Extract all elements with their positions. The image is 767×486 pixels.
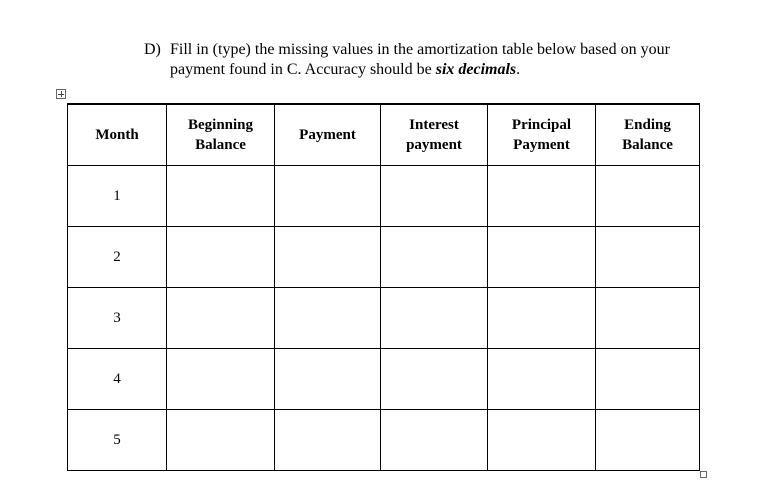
ending-balance-cell[interactable] <box>596 410 700 471</box>
beginning-balance-cell[interactable] <box>167 410 275 471</box>
interest-payment-cell[interactable] <box>381 410 488 471</box>
beginning-balance-cell[interactable] <box>167 349 275 410</box>
table-row <box>68 166 700 227</box>
emphasis-text: six decimals <box>435 61 517 78</box>
header-payment: Payment <box>275 104 381 166</box>
header-beginning-balance: Beginning Balance <box>167 104 275 166</box>
question-line-1: D) Fill in (type) the missing values in the amortization table below based on your <box>144 41 670 58</box>
principal-payment-cell[interactable] <box>488 410 596 471</box>
principal-payment-cell[interactable] <box>488 227 596 288</box>
month-cell: 2 <box>68 227 167 288</box>
table-row <box>68 410 700 471</box>
beginning-balance-cell[interactable] <box>167 227 275 288</box>
question-text <box>144 40 670 80</box>
header-principal-payment: Principal Payment <box>488 104 596 166</box>
table-row <box>68 349 700 410</box>
payment-cell[interactable] <box>275 227 381 288</box>
payment-cell[interactable] <box>275 410 381 471</box>
table-header-row <box>68 104 700 166</box>
interest-payment-cell[interactable] <box>381 349 488 410</box>
ending-balance-cell[interactable] <box>596 349 700 410</box>
table-move-handle-icon[interactable] <box>56 89 66 99</box>
header-ending-balance: Ending Balance <box>596 104 700 166</box>
ending-balance-cell[interactable] <box>596 288 700 349</box>
principal-payment-cell[interactable] <box>488 349 596 410</box>
header-interest-payment: Interest payment <box>381 104 488 166</box>
beginning-balance-cell[interactable] <box>167 288 275 349</box>
payment-cell[interactable] <box>275 349 381 410</box>
table-row <box>68 288 700 349</box>
month-cell: 1 <box>68 166 167 227</box>
month-cell: 5 <box>68 410 167 471</box>
month-cell: 4 <box>68 349 167 410</box>
table-row <box>68 227 700 288</box>
principal-payment-cell[interactable] <box>488 288 596 349</box>
amortization-table <box>67 103 700 471</box>
month-cell: 3 <box>68 288 167 349</box>
header-month: Month <box>68 104 167 166</box>
ending-balance-cell[interactable] <box>596 166 700 227</box>
payment-cell[interactable] <box>275 166 381 227</box>
interest-payment-cell[interactable] <box>381 288 488 349</box>
payment-cell[interactable] <box>275 288 381 349</box>
question-marker: D) <box>144 41 161 58</box>
beginning-balance-cell[interactable] <box>167 166 275 227</box>
question-line-2: payment found in C. Accuracy should be six decimals. <box>170 61 521 78</box>
interest-payment-cell[interactable] <box>381 227 488 288</box>
ending-balance-cell[interactable] <box>596 227 700 288</box>
table-resize-handle-icon[interactable] <box>700 471 707 478</box>
principal-payment-cell[interactable] <box>488 166 596 227</box>
interest-payment-cell[interactable] <box>381 166 488 227</box>
